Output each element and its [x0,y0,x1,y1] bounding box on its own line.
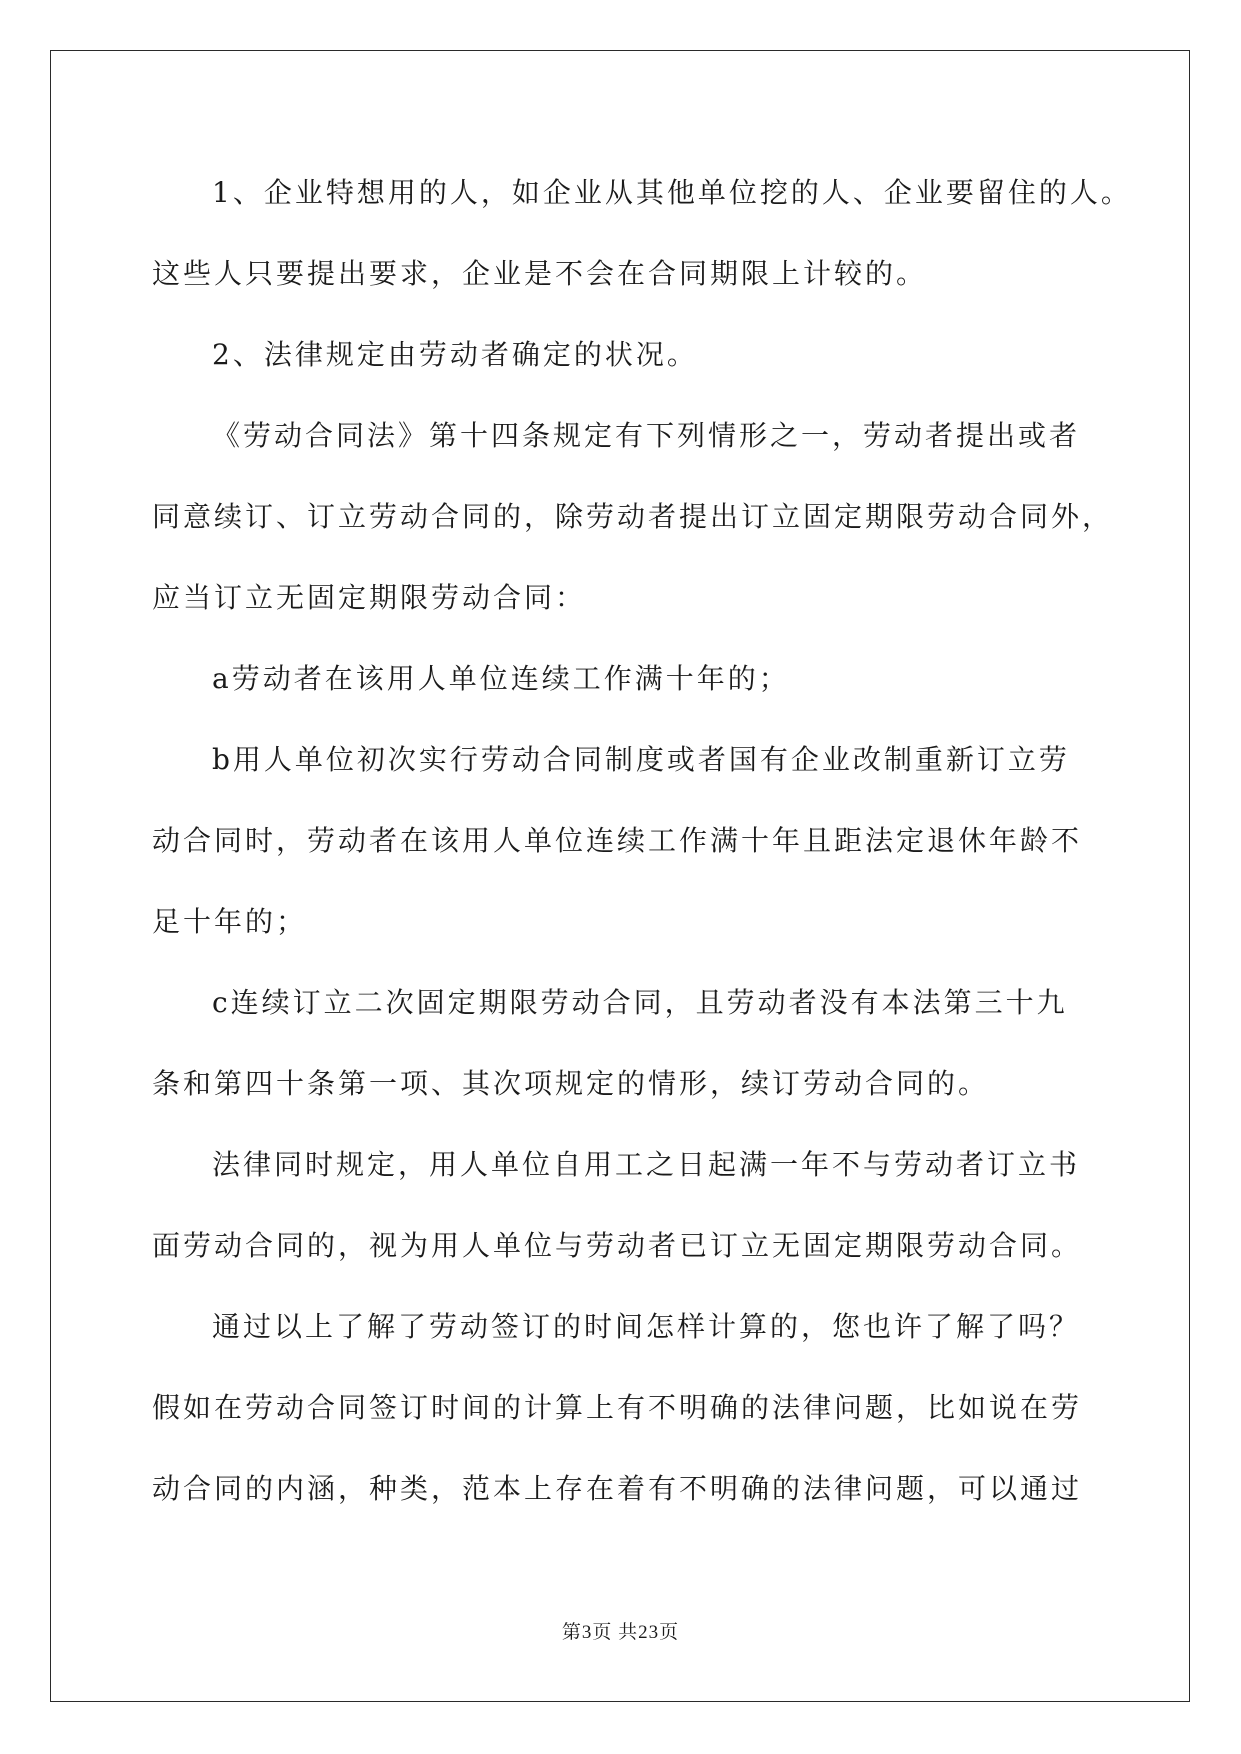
text-line: 法律同时规定，用人单位自用工之日起满一年不与劳动者订立书 [212,1148,1081,1181]
text-line: 1、企业特想用的人，如企业从其他单位挖的人、企业要留住的人。 [212,176,1132,209]
document-body [152,152,1132,1529]
text-line: 足十年的； [152,905,308,938]
text-line: c连续订立二次固定期限劳动合同，且劳动者没有本法第三十九 [212,986,1068,1019]
text-line: 条和第四十条第一项、其次项规定的情形，续订劳动合同的。 [152,1067,990,1100]
text-line: 假如在劳动合同签订时间的计算上有不明确的法律问题，比如说在劳 [152,1391,1083,1424]
text-line: 动合同的内涵，种类，范本上存在着有不明确的法律问题，可以通过 [152,1472,1083,1505]
text-line: b用人单位初次实行劳动合同制度或者国有企业改制重新订立劳 [212,743,1070,776]
text-line: a劳动者在该用人单位连续工作满十年的； [212,662,790,695]
text-line: 《劳动合同法》第十四条规定有下列情形之一，劳动者提出或者 [212,419,1081,452]
text-line: 应当订立无固定期限劳动合同： [152,581,587,614]
text-line: 面劳动合同的，视为用人单位与劳动者已订立无固定期限劳动合同。 [152,1229,1083,1262]
text-line: 这些人只要提出要求，企业是不会在合同期限上计较的。 [152,257,928,290]
text-line: 通过以上了解了劳动签订的时间怎样计算的，您也许了解了吗？ [212,1310,1081,1343]
text-line: 动合同时，劳动者在该用人单位连续工作满十年且距法定退休年龄不 [152,824,1083,857]
text-line: 2、法律规定由劳动者确定的状况。 [212,338,698,371]
text-line: 同意续订、订立劳动合同的，除劳动者提出订立固定期限劳动合同外， [152,500,1114,533]
page-number-footer: 第3页 共23页 [561,1622,680,1643]
